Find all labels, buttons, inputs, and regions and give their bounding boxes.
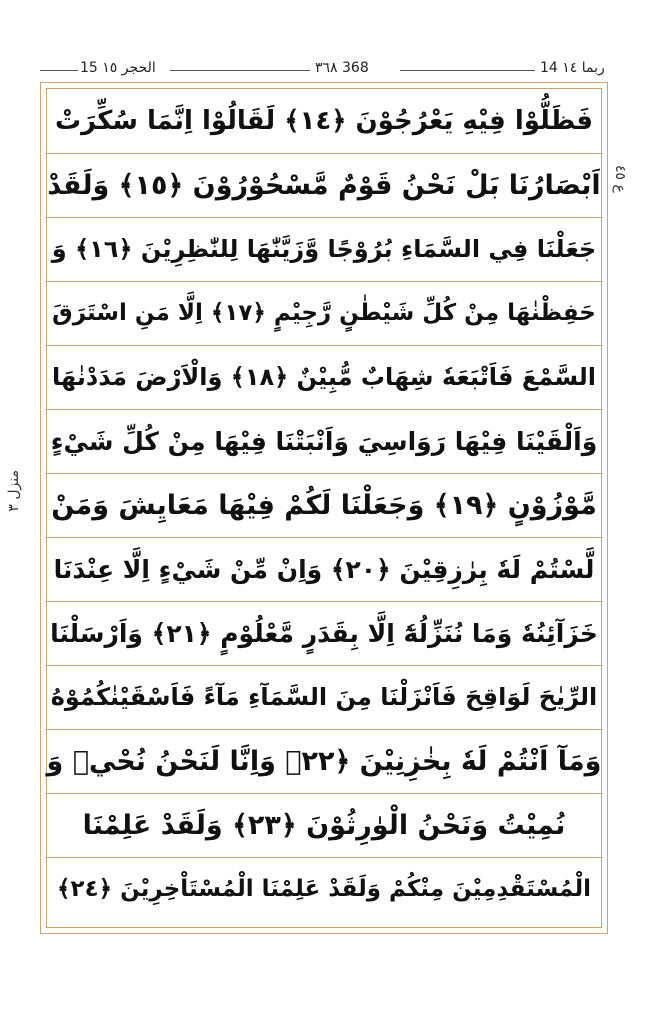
page-frame [40,82,608,934]
manzil-marker: منزل ٣ [6,470,22,512]
text-line-2: اَبْصَارُنَا بَلْ نَحْنُ قَوْمٌ مَّسْحُوْرُوْنَ ﴿١٥﴾ وَلَقَدْ [47,153,601,218]
header-page-number: ٣٦٨ 368 [315,60,369,76]
header-para-name: 14 ربما ١٤ [540,60,605,76]
text-line-10: الرِّيٰحَ لَوَاقِحَ فَاَنْزَلْنَا مِنَ السَّمَآءِ مَآءً فَاَسْقَيْنٰكُمُوْهُ [47,665,601,730]
text-line-7: مَّوْزُوْنٍ ﴿١٩﴾ وَجَعَلْنَا لَكُمْ فِيْهَا مَعَايِشَ وَمَنْ [47,473,601,538]
text-line-12: نُمِيْتُ وَنَحْنُ الْوٰرِثُوْنَ ﴿٢٣﴾ وَلَقَدْ عَلِمْنَا [47,793,601,858]
page-header [40,60,610,82]
header-rule-center-right [400,70,535,71]
text-line-6: وَاَلْقَيْنَا فِيْهَا رَوَاسِيَ وَاَنْبَتْنَا فِيْهَا مِنْ كُلِّ شَيْءٍ [47,409,601,474]
text-line-4: حَفِظْنٰهَا مِنْ كُلِّ شَيْطٰنٍ رَّجِيْمٍ ﴿١٧﴾ اِلَّا مَنِ اسْتَرَقَ [47,281,601,346]
header-rule-left [40,70,78,71]
text-line-11: وَمَآ اَنْتُمْ لَهٗ بِخٰزِنِيْنَ ﴿٢٢﴾ وَاِنَّا لَنَحْنُ نُحْيٖ وَ [47,729,601,794]
header-surah-name: الحجر ١٥ 15 [80,60,156,76]
text-line-3: جَعَلْنَا فِي السَّمَاءِ بُرُوْجًا وَّزَيَّنّٰهَا لِلنّٰظِرِيْنَ ﴿١٦﴾ وَ [47,217,601,282]
text-area [46,88,602,928]
header-rule-center-left [170,70,310,71]
ruku-marker: ع ٤٥ [612,165,628,193]
text-line-8: لَّسْتُمْ لَهٗ بِرٰزِقِيْنَ ﴿٢٠﴾ وَاِنْ مِّنْ شَيْءٍ اِلَّا عِنْدَنَا [47,537,601,602]
text-line-9: خَزَآئِنُهٗ وَمَا نُنَزِّلُهٗٓ اِلَّا بِقَدَرٍ مَّعْلُوْمٍ ﴿٢١﴾ وَاَرْسَلْنَا [47,601,601,666]
text-line-13: الْمُسْتَقْدِمِيْنَ مِنْكُمْ وَلَقَدْ عَلِمْنَا الْمُسْتَاْخِرِيْنَ ﴿٢٤﴾ [57,876,591,902]
text-line-1: فَظَلُّوْا فِيْهِ يَعْرُجُوْنَ ﴿١٤﴾ لَقَالُوْا اِنَّمَا سُكِّرَتْ [47,89,601,154]
text-line-5: السَّمْعَ فَاَتْبَعَهٗ شِهَابٌ مُّبِيْنٌ ﴿١٨﴾ وَالْاَرْضَ مَدَدْنٰهَا [47,345,601,410]
